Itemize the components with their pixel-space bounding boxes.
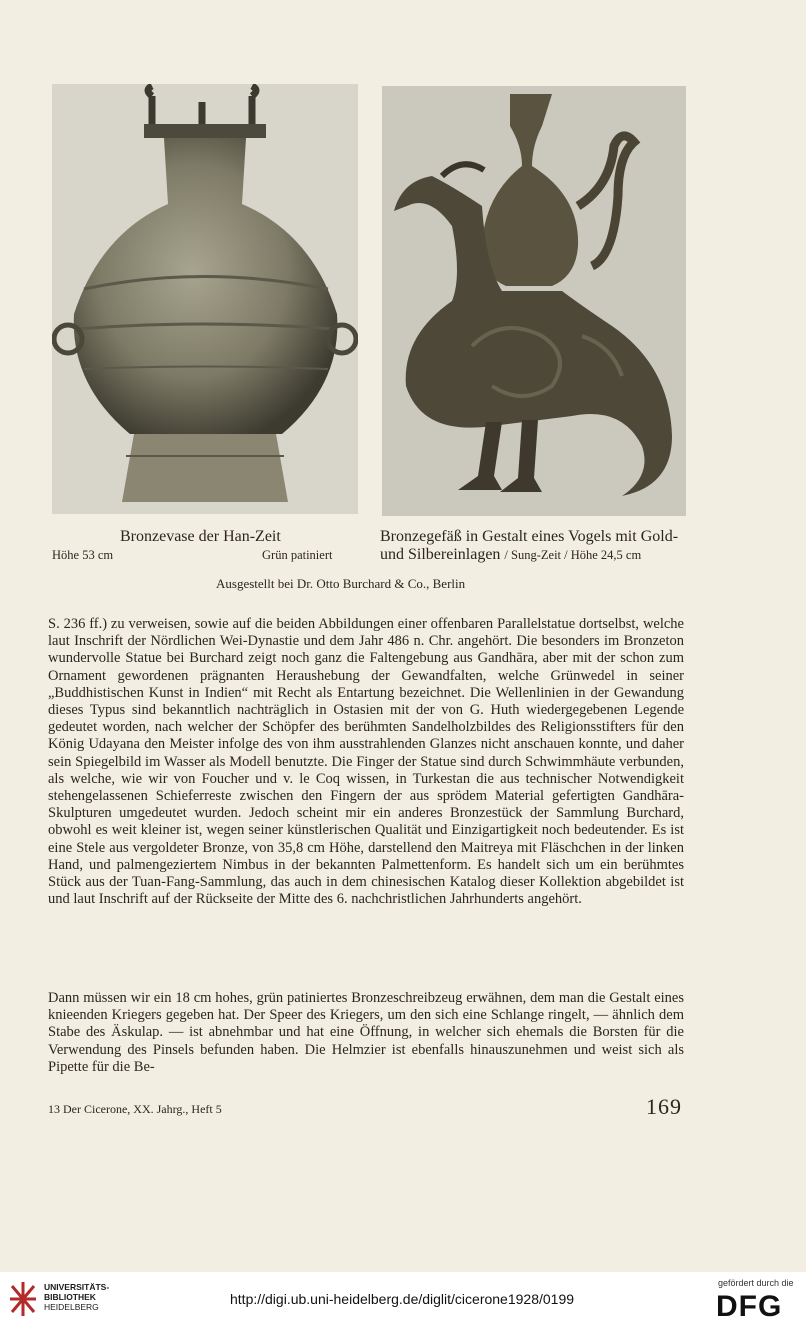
repository-footer-bar bbox=[0, 1272, 806, 1326]
bird-vessel-illustration bbox=[382, 86, 686, 516]
library-name-line-1: UNIVERSITÄTS- bbox=[44, 1282, 110, 1292]
library-name-line-2: BIBLIOTHEK bbox=[44, 1292, 96, 1302]
left-caption-patina: Grün patiniert bbox=[262, 548, 333, 562]
dfg-logo-icon: DFG bbox=[716, 1290, 783, 1323]
library-name-line-3: HEIDELBERG bbox=[44, 1302, 99, 1312]
photo-bird-vessel bbox=[382, 86, 686, 516]
permalink-url[interactable]: http://digi.ub.uni-heidelberg.de/diglit/cicerone1928/0199 bbox=[230, 1291, 575, 1307]
university-library-logo-icon bbox=[8, 1280, 38, 1318]
paragraph-1-text: S. 236 ff.) zu verweisen, sowie auf die beiden Abbildungen einer offenbaren Parallelstatue dortselbst, welche laut Inschrift der Nördlichen Wei-Dynastie und dem Jahr 486 n. Chr. angehört. Die besonders im Bronzeton wundervolle Statue bei Burchard zeigt noch ganz die Faltengebung aus Gandhāra, aber mit der schon zum Ornament gewordenen prägnanten Heraushebung der Gewandfalten, welche Grünwedel in seiner „Buddhistischen Kunst in Indien“ mit Recht als Entartung bezeichnet. Die Wellenlinien in der Gewandung dieses Typus sind bekanntlich nachträglich in Ostasien mit der von G. Huth wiedergegebenen Legende gedeutet worden, nach welcher der Schöpfer des berühmten Sandelholzbildes des Religionsstifters für den König Udayana den Meister infolge des von ihm ausstrahlenden Glanzes nicht anschauen konnte, und daher sein Spiegelbild im Wasser als Modell benutzte. Die Finger der Statue sind durch Schwimmhäute verbunden, als welche, wie wir von Foucher und v. le Coq wissen, in Turkestan die aus technischer Notwendigkeit stehengelassenen Schieferreste zwischen den Fingern der aus sprödem Material gefertigten Gandhāra-Skulpturen umgedeutet wurden. Jedoch scheint mir ein anderes Bronzestück der Sammlung Burchard, obwohl es weit kleiner ist, wegen seiner künstlerischen Qualität und Einzigartigkeit noch bedeutender. Es ist eine Stele aus vergoldeter Bronze, von 35,8 cm Höhe, darstellend den Maitreya mit Fläschchen in der linken Hand, und palmengeziertem Nimbus in der bekannten Palmettenform. Es handelt sich um ein berühmtes Stück aus der Tuan-Fang-Sammlung, das auch in dem chinesischen Katalog dieser Kollektion abgebildet ist und laut Inschrift auf der Rückseite der Mitte des 6. nachchristlichen Jahrhunderts angehört. bbox=[48, 616, 684, 908]
library-name bbox=[44, 1282, 109, 1312]
right-caption-line1: Bronzegefäß in Gestalt eines Vogels mit Gold- bbox=[380, 528, 679, 545]
funding-label: gefördert durch die bbox=[718, 1278, 794, 1288]
page-number: 169 bbox=[646, 1094, 682, 1119]
figure-credit: Ausgestellt bei Dr. Otto Burchard & Co., Berlin bbox=[216, 576, 466, 591]
left-caption-title: Bronzevase der Han-Zeit bbox=[120, 528, 281, 545]
bronze-vase-illustration bbox=[52, 84, 358, 514]
right-caption-main: und Silbereinlagen bbox=[380, 546, 501, 563]
left-caption-height: Höhe 53 cm bbox=[52, 548, 114, 562]
paragraph-2-text: Dann müssen wir ein 18 cm hohes, grün patiniertes Bronzeschreibzeug erwähnen, dem man die Gestalt eines knieenden Kriegers gegeben hat. Der Speer des Kriegers, um den sich eine Schlange ringelt, — ähnlich dem Stabe des Äskulap. — ist abnehmbar und hat eine Öffnung, in welcher sich ehemals die Borsten für die Verwendung des Pinsels befunden haben. Die Helmzier ist ebenfalls hinauszunehmen und weist sich als Pipette für die Be- bbox=[48, 990, 684, 1075]
journal-reference: 13 Der Cicerone, XX. Jahrg., Heft 5 bbox=[48, 1102, 222, 1116]
right-caption-line2 bbox=[380, 546, 641, 564]
right-caption-detail: / Sung-Zeit / Höhe 24,5 cm bbox=[504, 548, 642, 562]
body-paragraph-2 bbox=[48, 990, 684, 1076]
photo-bronze-vase bbox=[52, 84, 358, 514]
body-paragraph-1 bbox=[48, 616, 684, 908]
